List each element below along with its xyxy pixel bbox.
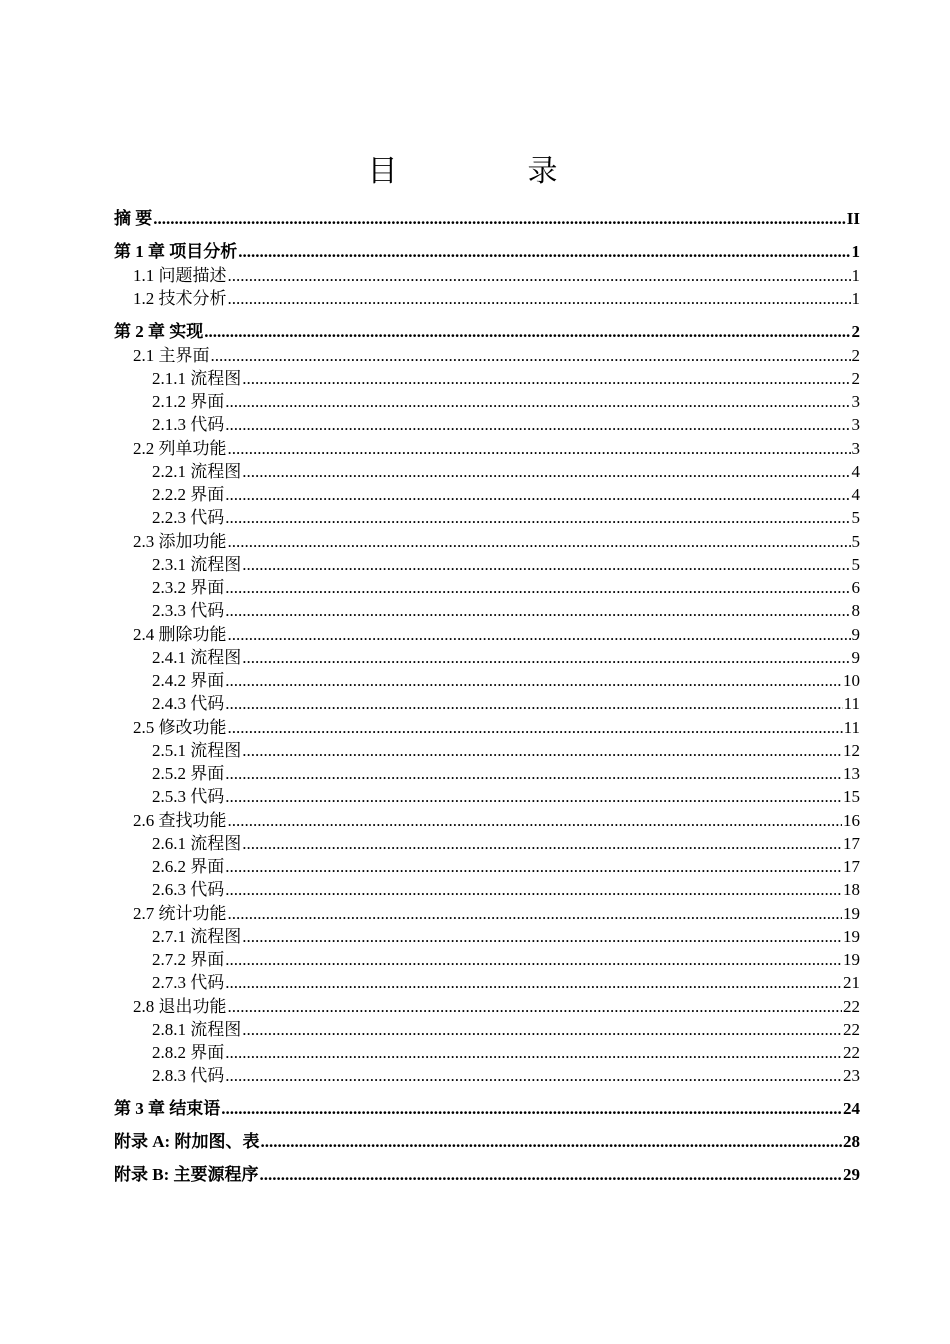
toc-entry-label: 2.5.1 流程图 xyxy=(152,740,242,760)
toc-entry-label: 2.4.3 代码 xyxy=(152,694,225,714)
toc-leader-dots xyxy=(242,739,842,762)
toc-leader-dots xyxy=(225,762,842,785)
toc-entry-page-number: 15 xyxy=(843,787,860,807)
toc-entry[interactable] xyxy=(114,344,860,367)
toc-leader-dots xyxy=(228,716,843,739)
toc-entry-label: 2.6 查找功能 xyxy=(133,810,227,830)
toc-entry-page-number: 19 xyxy=(843,903,860,923)
table-of-contents xyxy=(114,207,860,1187)
toc-entry-label: 2.2.3 代码 xyxy=(152,508,225,528)
toc-entry[interactable] xyxy=(114,692,860,715)
toc-entry-page-number: 22 xyxy=(843,996,860,1016)
toc-entry-label: 第 3 章 结束语 xyxy=(114,1098,221,1118)
toc-entry-page-number: 19 xyxy=(843,926,860,946)
toc-entry-page-number: 5 xyxy=(851,508,860,528)
toc-leader-dots xyxy=(225,506,850,529)
toc-entry-label: 2.1.3 代码 xyxy=(152,415,225,435)
toc-entry-label: 2.7.2 界面 xyxy=(152,950,225,969)
toc-entry-label: 2.5.3 代码 xyxy=(152,787,225,807)
toc-entry[interactable] xyxy=(114,483,860,506)
toc-entry-page-number: 2 xyxy=(851,321,860,341)
toc-entry[interactable] xyxy=(114,785,860,808)
toc-entry-label: 附录 A: 附加图、表 xyxy=(114,1131,260,1151)
toc-leader-dots xyxy=(228,809,843,832)
toc-leader-dots xyxy=(225,1041,842,1064)
toc-entry-page-number: 11 xyxy=(843,717,860,737)
toc-leader-dots xyxy=(242,646,850,669)
toc-leader-dots xyxy=(225,576,850,599)
toc-entry-label: 2.7.3 代码 xyxy=(152,973,225,993)
toc-leader-dots xyxy=(225,948,842,971)
toc-entry-page-number: 17 xyxy=(843,833,860,853)
toc-entry-page-number: 29 xyxy=(843,1164,860,1184)
toc-entry-page-number: 16 xyxy=(843,810,860,830)
toc-leader-dots xyxy=(211,344,851,367)
toc-entry-label: 2.5 修改功能 xyxy=(133,717,227,737)
toc-entry-page-number: 5 xyxy=(851,554,860,574)
toc-entry-page-number: 18 xyxy=(843,880,860,900)
toc-entry-page-number: 5 xyxy=(851,531,860,551)
toc-leader-dots xyxy=(221,1097,842,1121)
toc-leader-dots xyxy=(225,669,842,692)
toc-leader-dots xyxy=(242,553,850,576)
toc-entry-page-number: 13 xyxy=(843,764,860,783)
toc-entry[interactable] xyxy=(114,264,860,287)
toc-entry-label: 2.5.2 界面 xyxy=(152,764,225,783)
toc-entry-label: 摘 要 xyxy=(114,209,153,228)
toc-leader-dots xyxy=(204,320,850,344)
toc-entry-page-number: 1 xyxy=(851,289,860,309)
toc-entry-page-number: 3 xyxy=(851,392,860,411)
toc-entry[interactable] xyxy=(114,1064,860,1087)
toc-entry-label: 2.3 添加功能 xyxy=(133,531,227,551)
toc-entry-label: 2.1.2 界面 xyxy=(152,392,225,411)
toc-entry-page-number: 2 xyxy=(851,345,860,365)
toc-entry[interactable] xyxy=(114,460,860,483)
toc-entry-label: 1.2 技术分析 xyxy=(133,289,227,309)
toc-leader-dots xyxy=(225,855,842,878)
toc-entry[interactable] xyxy=(114,902,860,925)
toc-entry[interactable] xyxy=(114,832,860,855)
toc-leader-dots xyxy=(225,413,850,436)
toc-entry-page-number: II xyxy=(846,209,860,228)
toc-entry[interactable] xyxy=(114,320,860,344)
toc-entry-label: 2.8 退出功能 xyxy=(133,996,227,1016)
toc-leader-dots xyxy=(225,692,842,715)
toc-entry-page-number: 8 xyxy=(851,601,860,621)
toc-leader-dots xyxy=(238,240,850,264)
toc-entry-label: 2.8.3 代码 xyxy=(152,1066,225,1086)
toc-entry[interactable] xyxy=(114,762,860,785)
toc-entry-label: 2.8.1 流程图 xyxy=(152,1019,242,1039)
toc-entry-label: 第 2 章 实现 xyxy=(114,321,204,341)
toc-entry-label: 2.1 主界面 xyxy=(133,345,210,365)
toc-leader-dots xyxy=(242,925,842,948)
toc-entry[interactable] xyxy=(114,878,860,901)
toc-entry-label: 2.3.2 界面 xyxy=(152,578,225,597)
toc-entry-page-number: 3 xyxy=(851,415,860,435)
toc-entry[interactable] xyxy=(114,995,860,1018)
toc-leader-dots xyxy=(228,530,851,553)
toc-leader-dots xyxy=(225,785,842,808)
toc-leader-dots xyxy=(242,460,850,483)
toc-leader-dots xyxy=(228,995,843,1018)
toc-entry-page-number: 4 xyxy=(851,485,860,504)
toc-leader-dots xyxy=(228,264,851,287)
toc-leader-dots xyxy=(260,1163,843,1187)
toc-entry[interactable] xyxy=(114,207,860,231)
toc-entry[interactable] xyxy=(114,367,860,390)
toc-entry[interactable] xyxy=(114,1041,860,1064)
toc-entry[interactable] xyxy=(114,809,860,832)
toc-entry-page-number: 2 xyxy=(851,368,860,388)
toc-entry-label: 2.8.2 界面 xyxy=(152,1043,225,1062)
toc-entry-label: 2.7.1 流程图 xyxy=(152,926,242,946)
toc-entry[interactable] xyxy=(114,437,860,460)
toc-leader-dots xyxy=(228,902,843,925)
toc-entry[interactable] xyxy=(114,971,860,994)
toc-entry[interactable] xyxy=(114,413,860,436)
toc-leader-dots xyxy=(228,287,851,310)
toc-entry[interactable] xyxy=(114,240,860,264)
toc-entry[interactable] xyxy=(114,669,860,692)
toc-entry-page-number: 11 xyxy=(843,694,860,714)
toc-entry[interactable] xyxy=(114,599,860,622)
toc-entry-page-number: 1 xyxy=(851,242,860,261)
toc-entry-page-number: 1 xyxy=(851,266,860,285)
toc-leader-dots xyxy=(228,437,851,460)
toc-entry-page-number: 9 xyxy=(851,624,860,644)
toc-entry[interactable] xyxy=(114,623,860,646)
toc-entry-label: 2.4.2 界面 xyxy=(152,671,225,690)
toc-leader-dots xyxy=(225,1064,842,1087)
toc-entry-label: 1.1 问题描述 xyxy=(133,266,227,285)
toc-leader-dots xyxy=(225,483,850,506)
toc-entry-page-number: 9 xyxy=(851,647,860,667)
toc-entry[interactable] xyxy=(114,1130,860,1154)
toc-leader-dots xyxy=(242,1018,842,1041)
toc-entry-label: 2.2.2 界面 xyxy=(152,485,225,504)
toc-entry-page-number: 19 xyxy=(843,950,860,969)
toc-leader-dots xyxy=(225,390,850,413)
toc-entry[interactable] xyxy=(114,1163,860,1187)
toc-entry[interactable] xyxy=(114,506,860,529)
toc-entry-label: 2.2 列单功能 xyxy=(133,438,227,458)
toc-leader-dots xyxy=(153,207,846,231)
toc-entry[interactable] xyxy=(114,646,860,669)
toc-leader-dots xyxy=(242,367,850,390)
toc-entry-label: 2.6.1 流程图 xyxy=(152,833,242,853)
toc-entry-label: 2.1.1 流程图 xyxy=(152,368,242,388)
toc-entry-page-number: 23 xyxy=(843,1066,860,1086)
toc-entry[interactable] xyxy=(114,1097,860,1121)
toc-entry[interactable] xyxy=(114,390,860,413)
toc-entry-label: 附录 B: 主要源程序 xyxy=(114,1164,259,1184)
toc-entry[interactable] xyxy=(114,855,860,878)
toc-entry-page-number: 6 xyxy=(851,578,860,597)
toc-entry[interactable] xyxy=(114,530,860,553)
toc-entry[interactable] xyxy=(114,948,860,971)
toc-leader-dots xyxy=(242,832,842,855)
toc-entry-page-number: 17 xyxy=(843,857,860,876)
toc-entry-label: 2.3.1 流程图 xyxy=(152,554,242,574)
toc-entry[interactable] xyxy=(114,287,860,310)
toc-entry-label: 2.7 统计功能 xyxy=(133,903,227,923)
toc-entry[interactable] xyxy=(114,576,860,599)
toc-entry-page-number: 22 xyxy=(843,1043,860,1062)
toc-leader-dots xyxy=(225,878,842,901)
toc-entry-page-number: 12 xyxy=(843,740,860,760)
toc-entry[interactable] xyxy=(114,716,860,739)
toc-entry-label: 2.3.3 代码 xyxy=(152,601,225,621)
toc-entry-label: 2.2.1 流程图 xyxy=(152,461,242,481)
toc-entry-page-number: 3 xyxy=(851,438,860,458)
toc-entry-label: 2.6.3 代码 xyxy=(152,880,225,900)
toc-entry-label: 2.4 删除功能 xyxy=(133,624,227,644)
toc-entry-label: 第 1 章 项目分析 xyxy=(114,242,238,261)
page-title: 目 录 xyxy=(367,154,608,189)
toc-entry-page-number: 28 xyxy=(843,1131,860,1151)
toc-entry[interactable] xyxy=(114,1018,860,1041)
toc-entry-page-number: 24 xyxy=(843,1098,860,1118)
toc-leader-dots xyxy=(228,623,851,646)
toc-entry-page-number: 4 xyxy=(851,461,860,481)
toc-leader-dots xyxy=(225,971,842,994)
toc-leader-dots xyxy=(225,599,850,622)
toc-entry[interactable] xyxy=(114,739,860,762)
toc-entry[interactable] xyxy=(114,925,860,948)
toc-entry-page-number: 21 xyxy=(843,973,860,993)
toc-entry-page-number: 10 xyxy=(843,671,860,690)
toc-entry[interactable] xyxy=(114,553,860,576)
toc-entry-label: 2.4.1 流程图 xyxy=(152,647,242,667)
toc-entry-label: 2.6.2 界面 xyxy=(152,857,225,876)
toc-entry-page-number: 22 xyxy=(843,1019,860,1039)
toc-leader-dots xyxy=(260,1130,842,1154)
